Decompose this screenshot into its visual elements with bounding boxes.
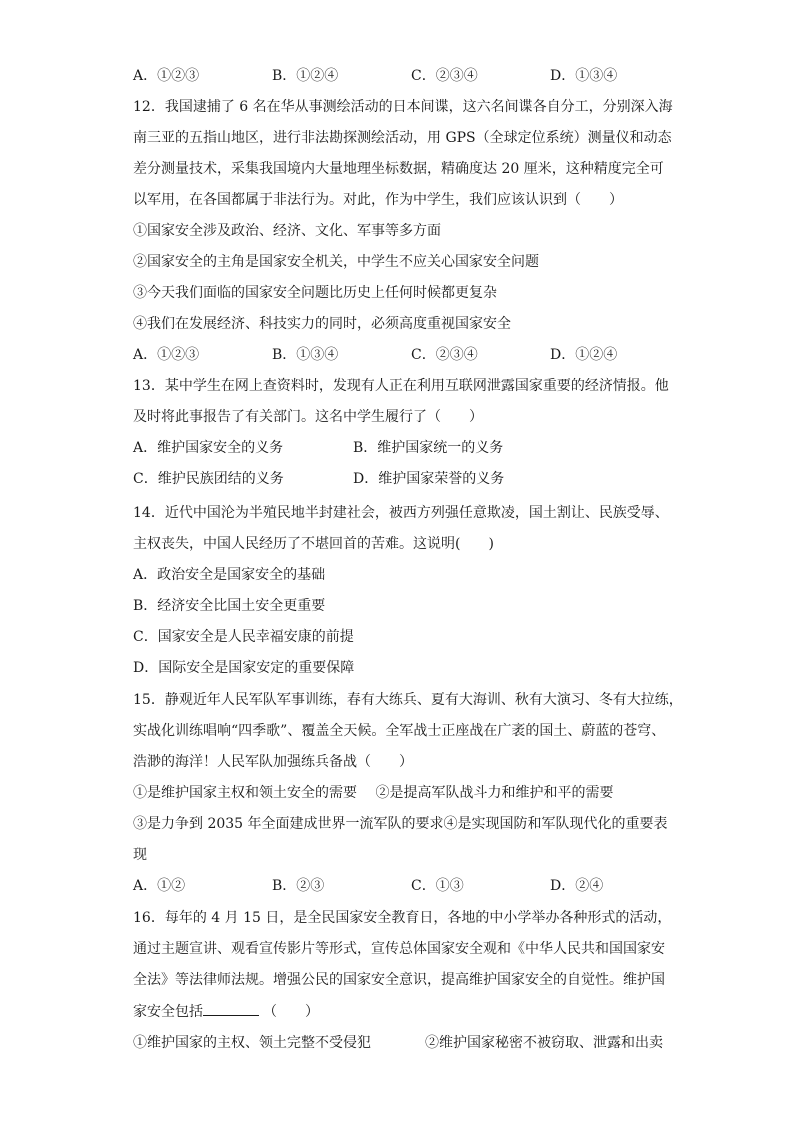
q12-option-c[interactable]: C．②③④ <box>411 347 478 363</box>
q12-stem-line: 南三亚的五指山地区，进行非法勘探测绘活动，用 GPS（全球定位系统）测量仪和动态 <box>133 130 672 146</box>
q16-stem-line: 16．每年的 4 月 15 日，是全民国家安全教育日，各地的中小学举办各种形式的活动， <box>133 910 672 926</box>
q13-option-c[interactable]: C．维护民族团结的义务 <box>133 471 284 487</box>
q14-option-a[interactable]: A．政治安全是国家安全的基础 <box>133 567 326 583</box>
q16-answer-blank[interactable] <box>203 1001 259 1016</box>
q12-option-b[interactable]: B．①③④ <box>272 347 339 363</box>
q13-option-b[interactable]: B．维护国家统一的义务 <box>353 440 504 456</box>
q11-option-c[interactable]: C．②③④ <box>411 68 478 84</box>
q11-option-a[interactable]: A．①②③ <box>133 68 200 84</box>
q12-statement: ①国家安全涉及政治、经济、文化、军事等多方面 <box>133 223 441 239</box>
q15-stem-line: 实战化训练唱响“四季歌”、覆盖全天候。全军战士正座战在广袤的国土、蔚蓝的苍穹、 <box>133 723 666 739</box>
q15-statement: ③是力争到 2035 年全面建成世界一流军队的要求④是实现国防和军队现代化的重要表 <box>133 816 668 832</box>
q13-option-a[interactable]: A．维护国家安全的义务 <box>133 440 284 456</box>
q11-option-b[interactable]: B．①②④ <box>272 68 339 84</box>
q12-stem-line: 12．我国逮捕了 6 名在华从事测绘活动的日本间谍，这六名间谍各自分工，分别深入海 <box>133 99 673 115</box>
q12-option-d[interactable]: D．①②④ <box>550 347 618 363</box>
q12-stem-line: 以军用，在各国都属于非法行为。对此，作为中学生，我们应该认识到（ ） <box>133 192 623 208</box>
q15-option-b[interactable]: B．②③ <box>272 878 325 894</box>
q15-option-c[interactable]: C．①③ <box>411 878 464 894</box>
q12-statement: ④我们在发展经济、科技实力的同时，必须高度重视国家安全 <box>133 316 511 332</box>
q15-stem-line: 15．静观近年人民军队军事训练，春有大练兵、夏有大海训、秋有大演习、冬有大拉练， <box>133 692 683 708</box>
q15-option-a[interactable]: A．①② <box>133 878 186 894</box>
q16-stem-line: 全法》等法律师法规。增强公民的国家安全意识，提高维护国家安全的自觉性。维护国 <box>133 972 665 988</box>
q12-statement: ③今天我们面临的国家安全问题比历史上任何时候都更复杂 <box>133 285 497 301</box>
q11-option-d[interactable]: D．①③④ <box>550 68 618 84</box>
q14-option-b[interactable]: B．经济安全比国土安全更重要 <box>133 598 326 614</box>
q14-stem-line: 14．近代中国沦为半殖民地半封建社会，被西方列强任意欺凌，国土割让、民族受辱、 <box>133 505 669 521</box>
q13-stem-line: 及时将此事报告了有关部门。这名中学生履行了（ ） <box>133 409 483 425</box>
q12-statement: ②国家安全的主角是国家安全机关，中学生不应关心国家安全问题 <box>133 254 539 270</box>
q12-option-a[interactable]: A．①②③ <box>133 347 200 363</box>
q15-stem-line: 浩渺的海洋！人民军队加强练兵备战（ ） <box>133 754 413 770</box>
q12-stem-line: 差分测量技术，采集我国境内大量地理坐标数据，精确度达 20 厘米，这种精度完全可 <box>133 161 664 177</box>
q16-statement: ②维护国家秘密不被窃取、泄露和出卖 <box>425 1035 663 1051</box>
q16-stem-line: 通过主题宣讲、观看宣传影片等形式，宣传总体国家安全观和《中华人民共和国国家安 <box>133 941 665 957</box>
q16-stem-line-last <box>133 1001 663 1022</box>
q15-statement: ①是维护国家主权和领土安全的需要 ②是提高军队战斗力和维护和平的需要 <box>133 785 614 801</box>
q14-option-d[interactable]: D．国际安全是国家安定的重要保障 <box>133 660 355 676</box>
q15-option-d[interactable]: D．②④ <box>550 878 604 894</box>
q13-option-d[interactable]: D．维护国家荣誉的义务 <box>353 471 505 487</box>
q16-stem-prefix: 家安全包括 <box>133 1004 203 1020</box>
q13-stem-line: 13．某中学生在网上查资料时，发现有人正在利用互联网泄露国家重要的经济情报。他 <box>133 378 669 394</box>
q16-statement: ①维护国家的主权、领土完整不受侵犯 <box>133 1035 371 1051</box>
q14-option-c[interactable]: C．国家安全是人民幸福安康的前提 <box>133 629 354 645</box>
q16-stem-suffix: （ ） <box>263 1004 319 1020</box>
q14-stem-line: 主权丧失，中国人民经历了不堪回首的苦难。这说明( ) <box>133 536 494 552</box>
q15-statement: 现 <box>133 847 147 863</box>
